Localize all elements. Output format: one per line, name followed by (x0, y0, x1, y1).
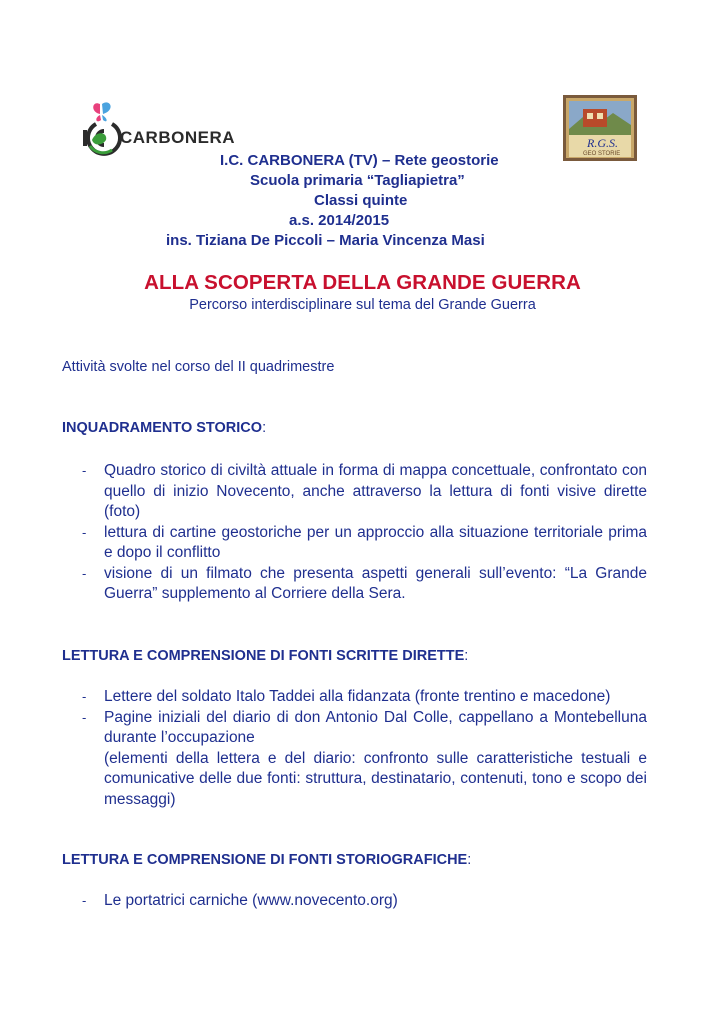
bullet-dash: - (82, 565, 87, 581)
list-item (62, 564, 647, 605)
list-item-text: Pagine iniziali del diario di don Antonio Dal Colle, cappellano a Montebelluna durante l’occupazione (104, 708, 647, 746)
header-year-line: a.s. 2014/2015 (289, 212, 390, 229)
rgs-logo-text: R.G.S. (587, 136, 618, 150)
intro-text: Attività svolte nel corso del II quadrimestre (62, 359, 335, 375)
rgs-logo (563, 95, 637, 161)
list-item (62, 891, 647, 912)
header-primary-line: Scuola primaria “Tagliapietra” (250, 172, 465, 189)
section-heading-text: INQUADRAMENTO STORICO (62, 420, 263, 436)
list-direct-sources (62, 687, 647, 810)
list-historical (62, 461, 647, 605)
carbonera-logo (78, 100, 235, 158)
list-item (62, 523, 647, 564)
list-item-text: visione di un filmato che presenta aspetti generali sull’evento: “La Grande Guerra” supplemento al Corriere della Sera. (104, 564, 647, 602)
section-heading-colon: : (467, 852, 472, 868)
sources-comparison-note: (elementi della lettera e del diario: confronto sulle caratteristiche testuali e comunicative delle due fonti: struttura, destinatario, contenuti, tono e scopo dei messaggi) (104, 749, 647, 808)
document-subtitle: Percorso interdisciplinare sul tema del Grande Guerra (189, 297, 536, 313)
bullet-dash: - (82, 524, 87, 540)
list-item-text: Lettere del soldato Italo Taddei alla fidanzata (fronte trentino e macedone) (104, 688, 611, 705)
list-item (62, 461, 647, 523)
section-heading-direct-sources (62, 648, 468, 664)
list-item-text: lettura di cartine geostoriche per un approccio alla situazione territoriale prima e dopo il conflitto (104, 523, 647, 561)
bullet-dash: - (82, 709, 87, 725)
section-heading-historical (62, 420, 266, 436)
list-item-text: Quadro storico di civiltà attuale in forma di mappa concettuale, confrontato con quello di inizio Novecento, anche attraverso la lettura di fonti visive dirette (foto) (104, 462, 647, 520)
list-item-text: Le portatrici carniche (www.novecento.org) (104, 892, 398, 909)
bullet-dash: - (82, 463, 87, 478)
bullet-dash: - (82, 893, 87, 908)
header-teachers-line: ins. Tiziana De Piccoli – Maria Vincenza Masi (166, 232, 485, 249)
section-heading-colon: : (464, 648, 469, 664)
list-item (62, 708, 647, 811)
document-title: ALLA SCOPERTA DELLA GRANDE GUERRA (144, 271, 581, 294)
bullet-dash: - (82, 689, 87, 704)
section-heading-text: LETTURA E COMPRENSIONE DI FONTI SCRITTE DIRETTE (62, 648, 465, 664)
rgs-logo-caption: GEO STORIE (583, 151, 621, 157)
section-heading-historiographic-sources (62, 852, 471, 868)
header-school-line: I.C. CARBONERA (TV) – Rete geostorie (220, 152, 499, 169)
logo-text: CARBONERA (120, 128, 235, 147)
section-heading-text: LETTURA E COMPRENSIONE DI FONTI STORIOGRAFICHE (62, 852, 468, 868)
header-classes-line: Classi quinte (314, 192, 408, 209)
section-heading-colon: : (262, 420, 267, 436)
list-historiographic-sources (62, 891, 647, 912)
list-item (62, 687, 647, 708)
